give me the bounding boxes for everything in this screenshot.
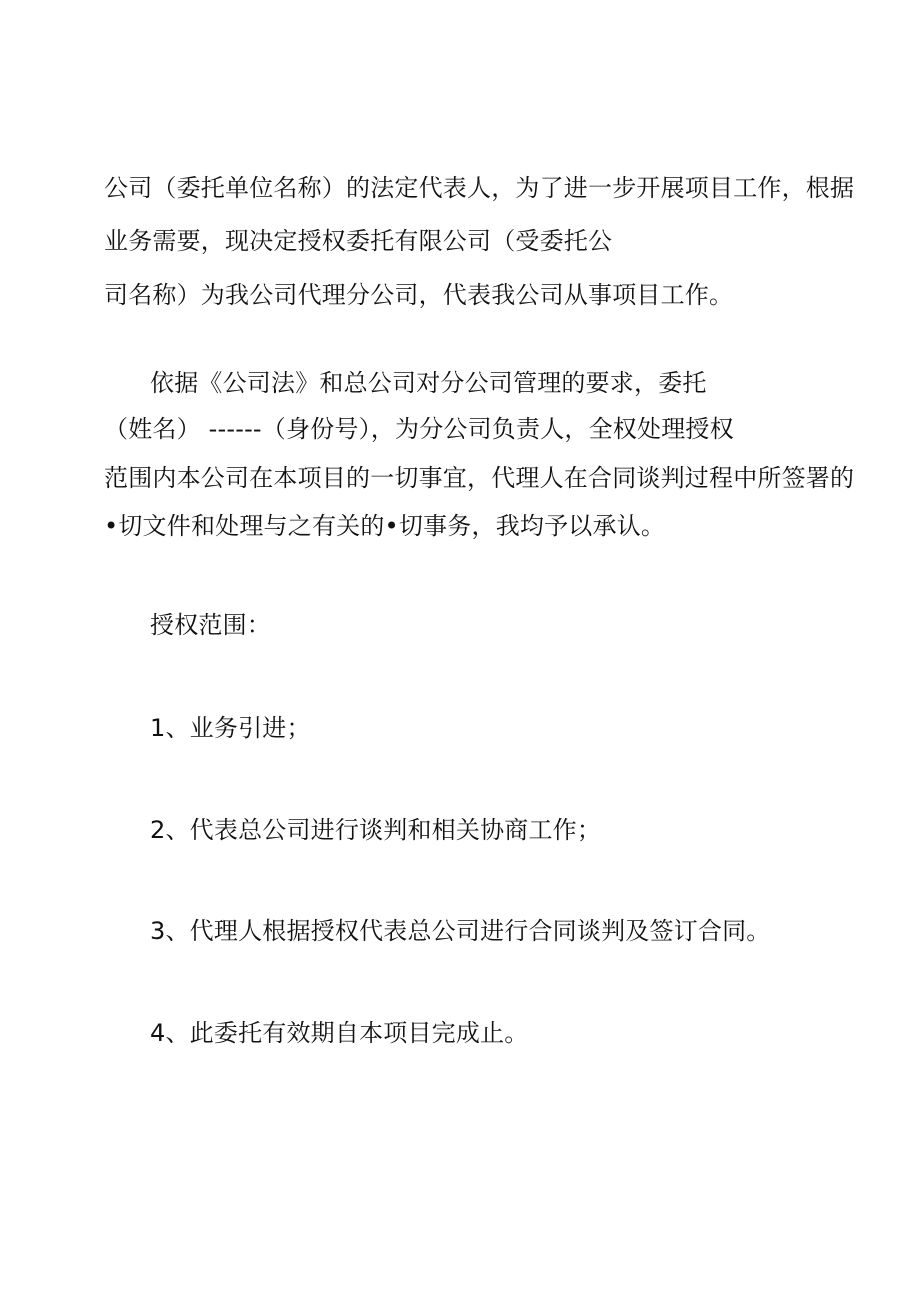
paragraph-1-line-1: 公司（委托单位名称）的法定代表人，为了进一步开展项目工作，根据 <box>104 174 855 202</box>
paragraph-2-line-3: 范围内本公司在本项目的一切事宜，代理人在合同谈判过程中所签署的 <box>104 464 855 492</box>
scope-item-3: 3、代理人根据授权代表总公司进行合同谈判及签订合同。 <box>150 917 771 945</box>
paragraph-2-line-4: •切文件和处理与之有关的•切事务，我均予以承认。 <box>104 512 666 540</box>
paragraph-1-line-3: 司名称）为我公司代理分公司，代表我公司从事项目工作。 <box>104 281 734 309</box>
paragraph-1-line-2: 业务需要，现决定授权委托有限公司（受委托公 <box>104 227 613 255</box>
scope-item-4: 4、此委托有效期自本项目完成止。 <box>150 1019 529 1047</box>
scope-heading: 授权范围： <box>150 611 271 639</box>
scope-item-2: 2、代表总公司进行谈判和相关协商工作； <box>150 816 602 844</box>
scope-item-1: 1、业务引进； <box>150 714 311 742</box>
paragraph-2-line-1: 依据《公司法》和总公司对分公司管理的要求，委托 <box>150 369 707 397</box>
paragraph-2-line-2: （姓名） ------（身份号），为分公司负责人，全权处理授权 <box>104 415 734 443</box>
